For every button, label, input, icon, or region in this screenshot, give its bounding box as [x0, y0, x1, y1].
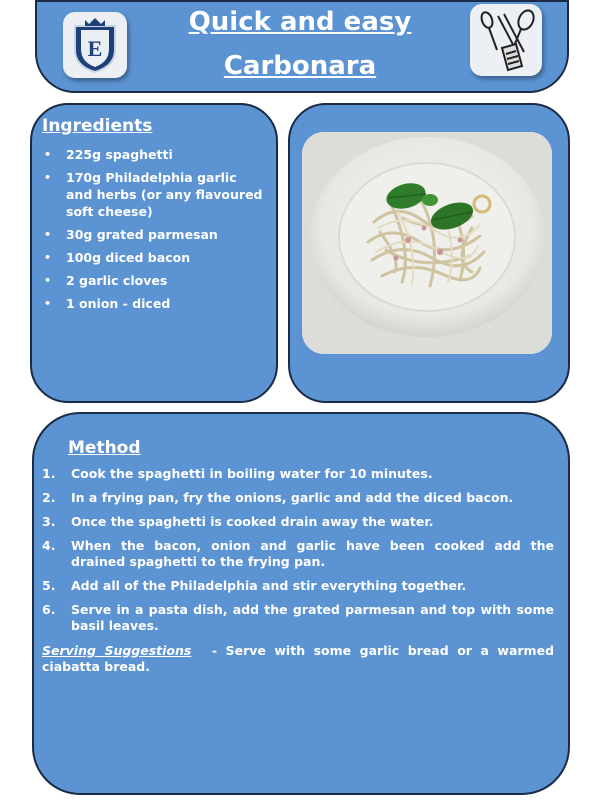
crest-letter: E [87, 36, 103, 61]
ingredient-item: • 2 garlic cloves [42, 272, 267, 289]
step-text: Serve in a pasta dish, add the grated parmesan and top with some basil leaves. [71, 602, 554, 633]
serving-suggestions [42, 643, 554, 675]
ingredients-list [42, 146, 267, 318]
carbonara-photo [302, 132, 552, 354]
kitchen-tools-image [470, 4, 542, 76]
page-title-line-2: Carbonara [223, 51, 377, 81]
step-text: When the bacon, onion and garlic have been cooked add the drained spaghetti to the frying pan. [71, 538, 554, 569]
method-step [42, 466, 554, 482]
step-number: 2. [42, 490, 56, 505]
step-number: 5. [42, 578, 56, 593]
ingredient-item: • 30g grated parmesan [42, 226, 267, 243]
method-step [42, 602, 554, 634]
step-text: Once the spaghetti is cooked drain away the water. [71, 514, 434, 529]
step-text: Cook the spaghetti in boiling water for 10 minutes. [71, 466, 433, 481]
step-number: 3. [42, 514, 56, 529]
ingredient-item: • 100g diced bacon [42, 249, 267, 266]
kitchen-utensils-icon [470, 4, 542, 76]
step-number: 6. [42, 602, 56, 617]
step-text: Add all of the Philadelphia and stir everything together. [71, 578, 467, 593]
method-step [42, 538, 554, 570]
method-step [42, 578, 554, 594]
serving-suggestions-text: - Serve with some garlic bread or a warmed ciabatta bread. [42, 643, 555, 674]
method-steps [42, 466, 554, 642]
method-step [42, 514, 554, 530]
carbonara-plate-photo [302, 132, 552, 354]
step-text: In a frying pan, fry the onions, garlic and add the diced bacon. [71, 490, 514, 505]
ingredients-heading: Ingredients [42, 116, 153, 136]
ingredient-item: • 225g spaghetti [42, 146, 267, 163]
ingredient-item: • 1 onion - diced [42, 295, 267, 312]
ingredient-item: • 170g Philadelphia garlic and herbs (or any flavoured soft cheese) [42, 169, 267, 220]
step-number: 4. [42, 538, 56, 553]
school-crest-icon [63, 12, 127, 78]
method-heading: Method [68, 438, 141, 458]
page-title-line-1: Quick and easy [188, 7, 412, 37]
step-number: 1. [42, 466, 56, 481]
school-logo [63, 12, 127, 78]
method-step [42, 490, 554, 506]
serving-suggestions-label: Serving Suggestions [42, 643, 192, 658]
